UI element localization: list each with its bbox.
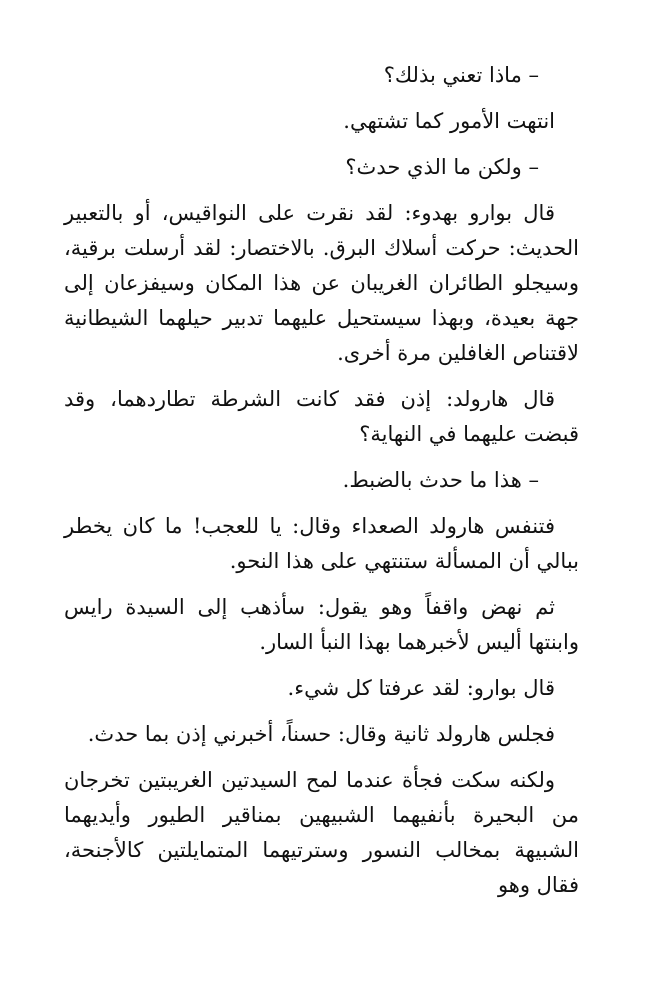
paragraph-7: فتنفس هارولد الصعداء وقال: يا للعجب! ما كان يخطر ببالي أن المسألة ستنتهي على هذا النحو. (64, 514, 579, 573)
book-page (64, 58, 579, 903)
paragraph-5: قال هارولد: إذن فقد كانت الشرطة تطاردهما، وقد قبضت عليهما في النهاية؟ (64, 387, 579, 446)
paragraph-dialog-1: – ماذا تعني بذلك؟ (383, 63, 539, 87)
paragraph-2: انتهت الأمور كما تشتهي. (343, 109, 555, 133)
paragraph-dialog-6: – هذا ما حدث بالضبط. (342, 468, 539, 492)
paragraph-9: قال بوارو: لقد عرفتا كل شيء. (287, 676, 555, 700)
paragraph-4: قال بوارو بهدوء: لقد نقرت على النواقيس، أو بالتعبير الحديث: حركت أسلاك البرق. بالاختصار: لقد أرسلت برقية، وسيجلو الطائران الغريبان عن هذا المكان وسيفزعان إلى جهة بعيدة، وبهذا سيستحيل عليهما تدبير حيلهما الشيطانية لاقتناص الغافلين مرة أخرى. (64, 201, 579, 365)
paragraph-11: ولكنه سكت فجأة عندما لمح السيدتين الغريبتين تخرجان من البحيرة بأنفيهما الشبيهين بمناقير الطيور وأيديهما الشبيهة بمخالب النسور وسترتيهما المتمايلتين كالأجنحة، فقال وهو (64, 768, 579, 897)
paragraph-8: ثم نهض واقفاً وهو يقول: سأذهب إلى السيدة رايس وابنتها أليس لأخبرهما بهذا النبأ السار. (64, 595, 579, 654)
paragraph-dialog-3: – ولكن ما الذي حدث؟ (345, 155, 539, 179)
paragraph-10: فجلس هارولد ثانية وقال: حسناً، أخبرني إذن بما حدث. (87, 722, 555, 746)
